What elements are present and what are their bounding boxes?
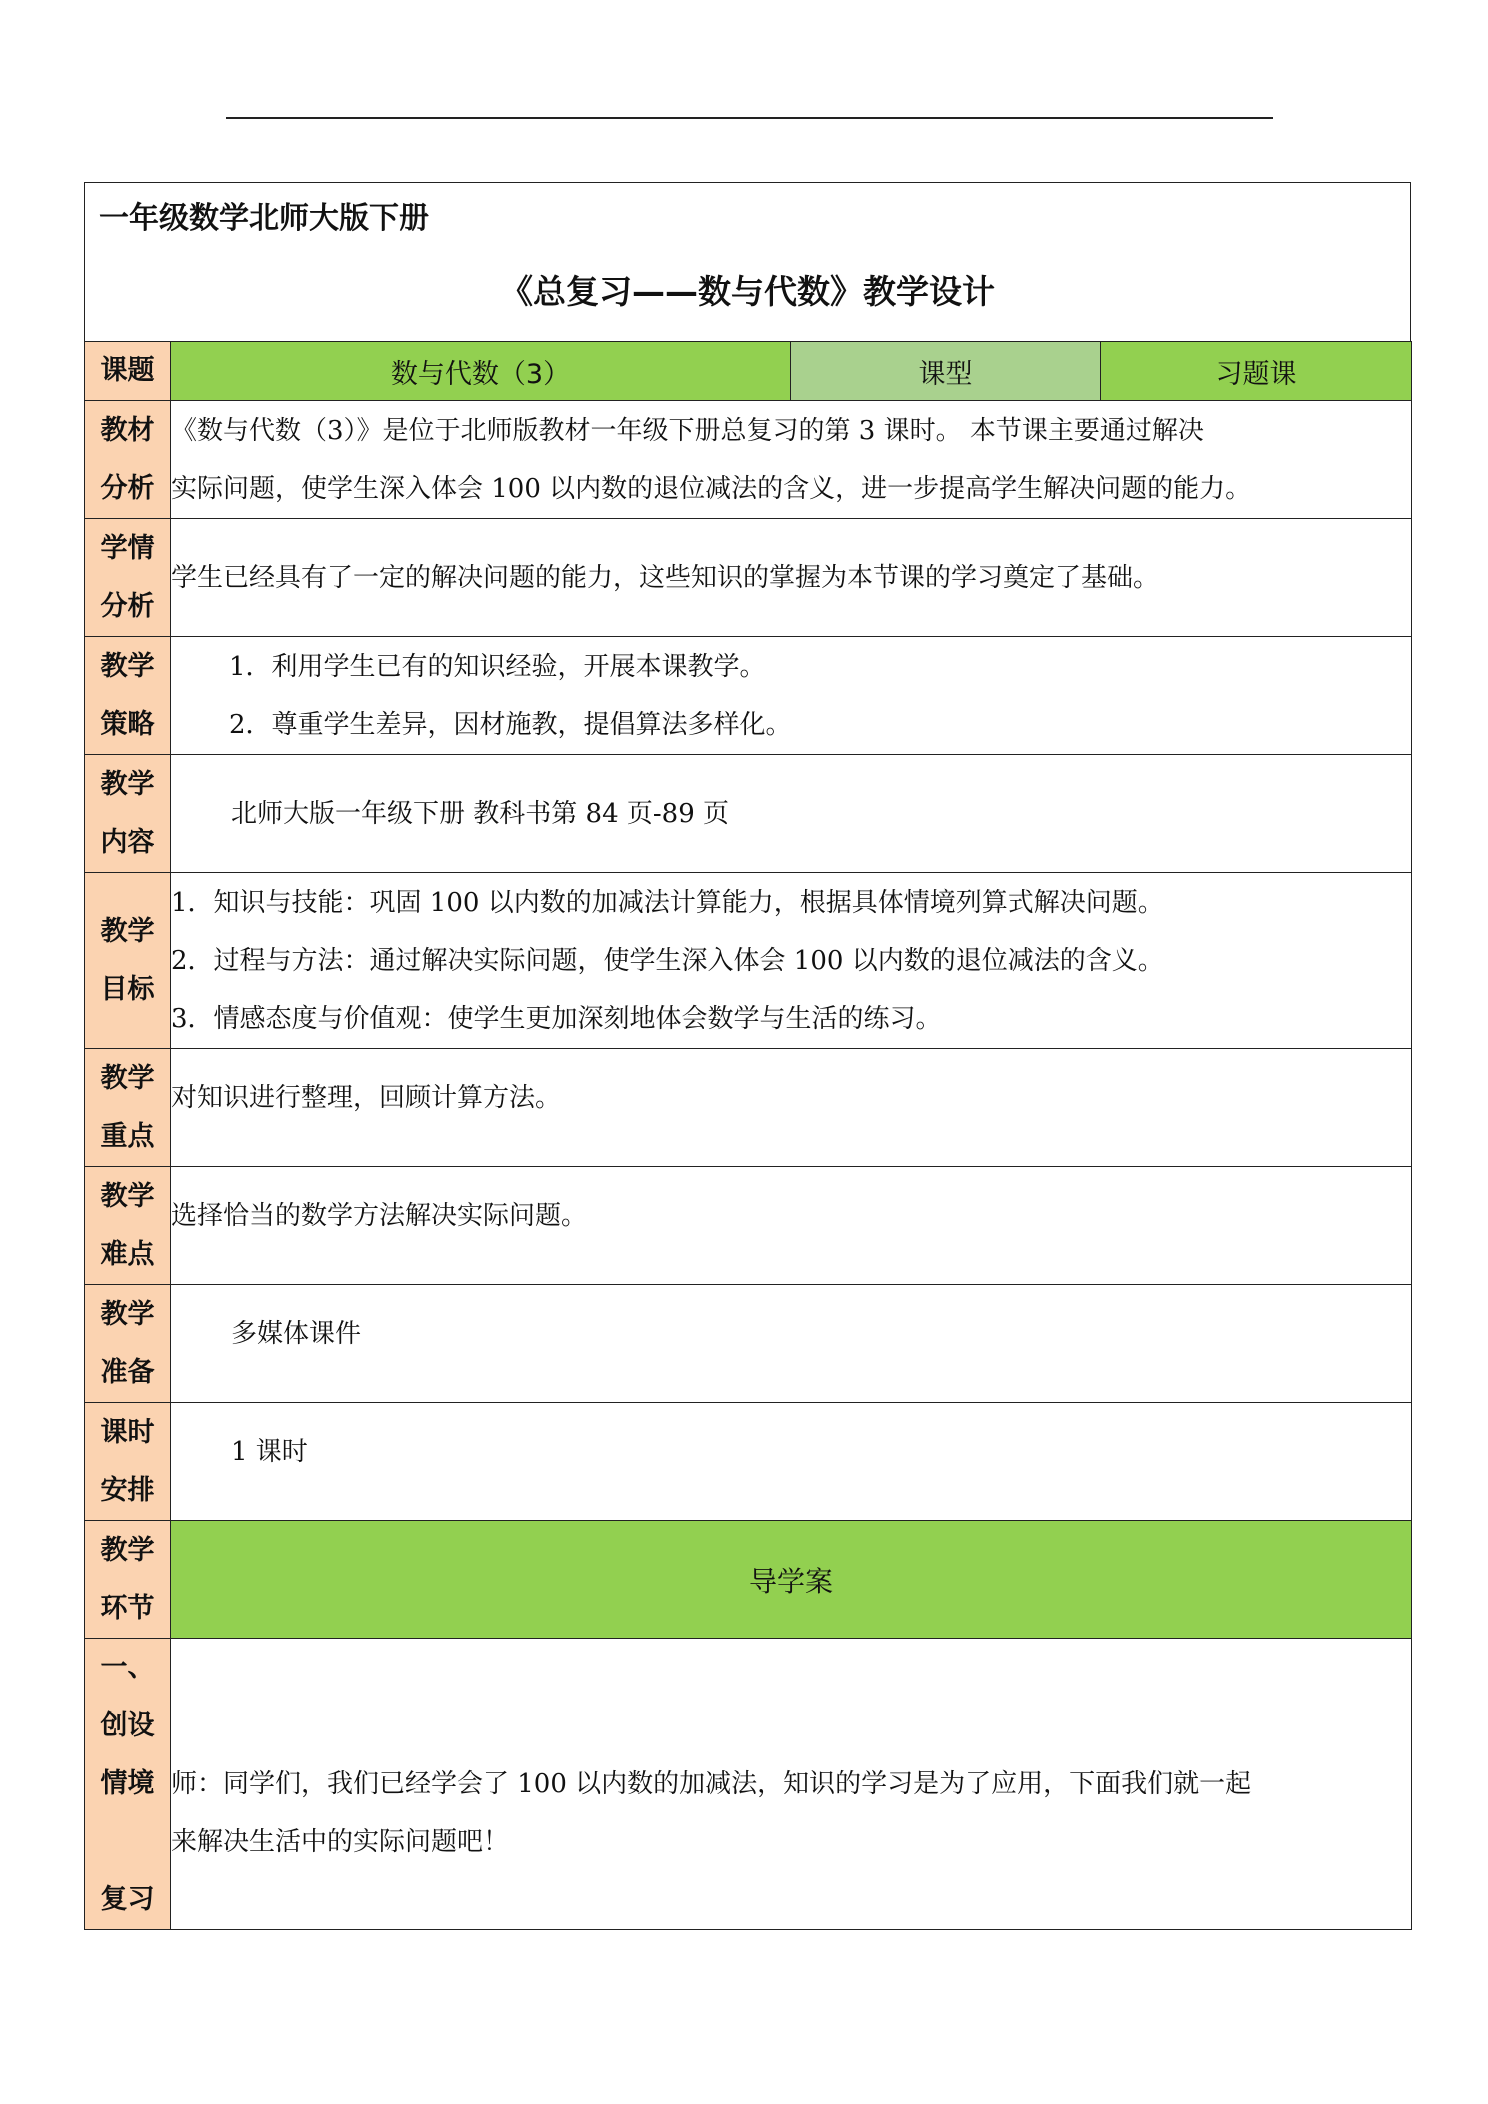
lesson-plan-document [84, 182, 1411, 1930]
intro-row [85, 1639, 1412, 1930]
content-line: 2．过程与方法：通过解决实际问题，使学生深入体会 100 以内数的退位减法的含义。 [171, 945, 1164, 976]
row-content [171, 1403, 1412, 1521]
table-row [85, 401, 1412, 519]
row-label: 教学 重点 [85, 1049, 171, 1167]
content-line: 3．情感态度与价值观：使学生更加深刻地体会数学与生活的练习。 [171, 1003, 942, 1034]
row-label: 学情 分析 [85, 519, 171, 637]
row-label: 教学 难点 [85, 1167, 171, 1285]
content-line: 2．尊重学生差异，因材施教，提倡算法多样化。 [229, 709, 792, 740]
row-label: 教学 内容 [85, 755, 171, 873]
content-line: 《数与代数（3）》是位于北师版教材一年级下册总复习的第 3 课时。 本节课主要通过解决 [171, 415, 1204, 446]
content-line: 1．知识与技能：巩固 100 以内数的加减法计算能力，根据具体情境列算式解决问题。 [171, 887, 1164, 918]
section-row [85, 1521, 1412, 1639]
row-content [171, 1049, 1412, 1167]
row-content [171, 1285, 1412, 1403]
section-label: 教学 环节 [85, 1521, 171, 1639]
row-content [171, 401, 1412, 519]
row-label: 教学 准备 [85, 1285, 171, 1403]
content-line: 北师大版一年级下册 教科书第 84 页-89 页 [231, 798, 730, 829]
title-grade: 一年级数学北师大版下册 [99, 201, 429, 236]
row-label: 教学 策略 [85, 637, 171, 755]
content-line: 1 课时 [231, 1437, 308, 1467]
content-line: 选择恰当的数学方法解决实际问题。 [171, 1201, 588, 1231]
row-content [171, 873, 1412, 1049]
table-row [85, 755, 1412, 873]
content-line: 多媒体课件 [231, 1319, 362, 1349]
intro-label: 一、 创设 情境 复习 [85, 1639, 171, 1930]
content-line: 对知识进行整理，回顾计算方法。 [171, 1083, 562, 1113]
content-line: 1．利用学生已有的知识经验，开展本课教学。 [229, 651, 766, 682]
table-row [85, 1167, 1412, 1285]
table-row [85, 1049, 1412, 1167]
row-label: 教材 分析 [85, 401, 171, 519]
row-content [171, 637, 1412, 755]
row-content [171, 519, 1412, 637]
row-content [171, 755, 1412, 873]
intro-content [171, 1639, 1412, 1930]
table-row [85, 1403, 1412, 1521]
content-line: 学生已经具有了一定的解决问题的能力，这些知识的掌握为本节课的学习奠定了基础。 [171, 562, 1160, 593]
topic-row [85, 342, 1412, 401]
title-main: 《总复习——数与代数》教学设计 [500, 272, 995, 311]
content-line: 实际问题，使学生深入体会 100 以内数的退位减法的含义，进一步提高学生解决问题的能力。 [171, 473, 1252, 504]
row-content [171, 1167, 1412, 1285]
table-row [85, 1285, 1412, 1403]
title-box [84, 182, 1411, 341]
table-row [85, 519, 1412, 637]
content-line: 师：同学们，我们已经学会了 100 以内数的加减法，知识的学习是为了应用，下面我们就一起 [171, 1769, 1252, 1799]
section-title: 导学案 [171, 1521, 1412, 1639]
type-label: 课型 [791, 342, 1101, 401]
content-line: 来解决生活中的实际问题吧！ [171, 1827, 510, 1857]
table-row [85, 637, 1412, 755]
header-rule [226, 117, 1273, 119]
topic-value: 数与代数（3） [171, 342, 791, 401]
row-label: 课时 安排 [85, 1403, 171, 1521]
table-row [85, 873, 1412, 1049]
topic-label: 课题 [85, 342, 171, 401]
row-label: 教学 目标 [85, 873, 171, 1049]
type-value: 习题课 [1101, 342, 1412, 401]
lesson-table [84, 341, 1412, 1930]
